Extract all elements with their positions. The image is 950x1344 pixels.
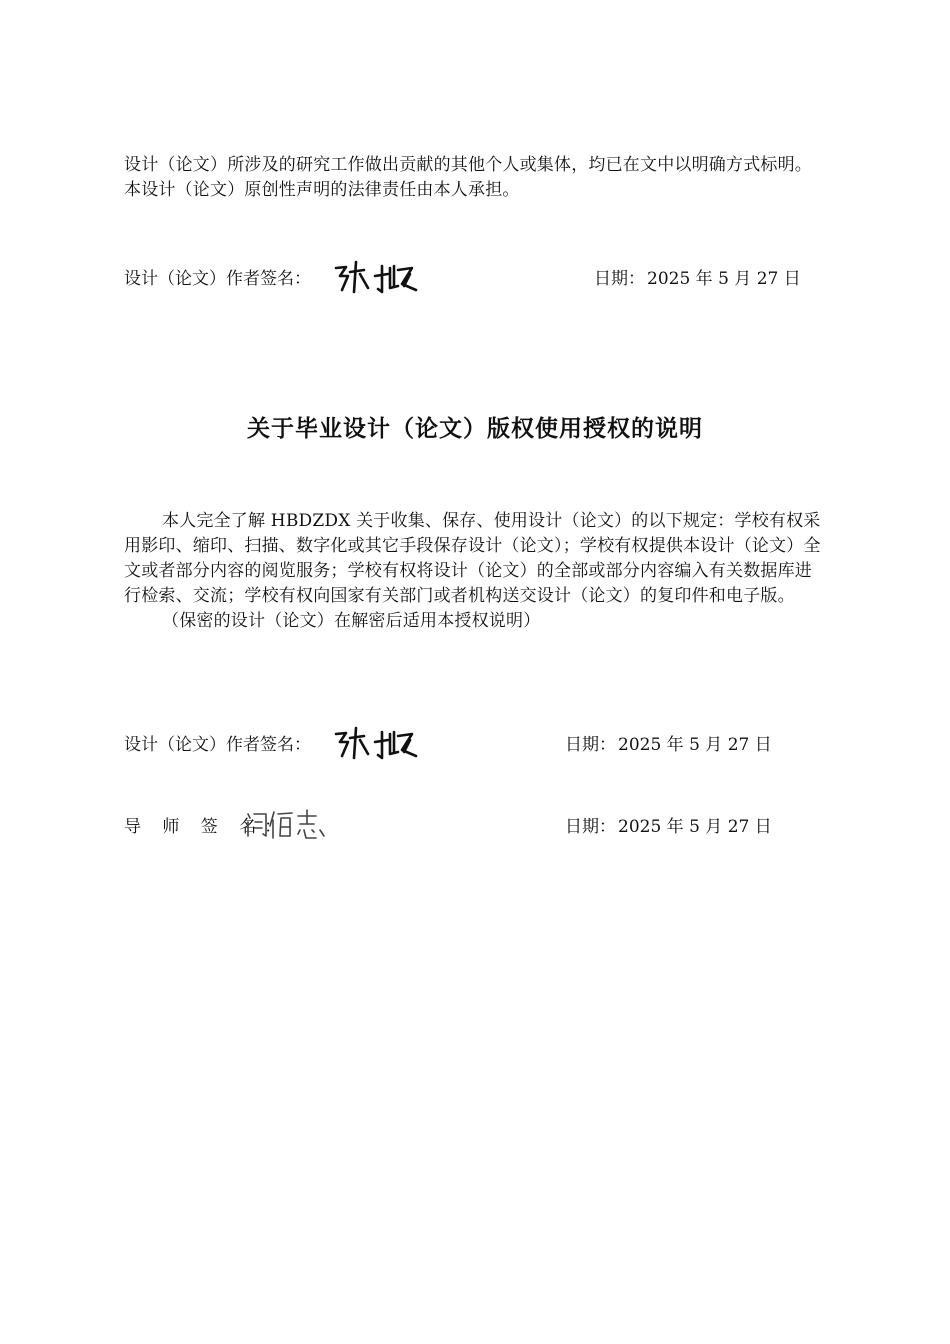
authorization-text: 本人完全了解 HBDZDX 关于收集、保存、使用设计（论文）的以下规定：学校有权采用影印、缩印、扫描、数字化或其它手段保存设计（论文）；学校有权提供本设计（论文）全文或者部分内容的阅览服务；学校有权将设计（论文）的全部或部分内容编入有关数据库进行检索、交流；学校有权向国家有关部门或者机构送交设计（论文）的复印件和电子版。 — [124, 511, 821, 606]
date-value-row-3: 2025 年 5 月 27 日 — [618, 817, 772, 837]
advisor-signature-row — [124, 804, 844, 844]
authorization-title: 关于毕业设计（论文）版权使用授权的说明 — [247, 416, 703, 442]
author-signature-label: 设计（论文）作者签名： — [124, 269, 311, 289]
date-value-row-2: 2025 年 5 月 27 日 — [618, 735, 772, 755]
originality-text: 设计（论文）所涉及的研究工作做出贡献的其他个人或集体，均已在文中以明确方式标明。本设计（论文）原创性声明的法律责任由本人承担。 — [124, 155, 812, 200]
advisor-signature-label: 导 师 签 名： — [124, 817, 290, 837]
authorization-paragraph — [124, 509, 824, 634]
author-signature-label-2: 设计（论文）作者签名： — [124, 735, 311, 755]
date-label-row-2: 日期： 2025 年 5 月 27 日 — [565, 735, 772, 755]
author-signature-row-2 — [124, 722, 844, 762]
date-value-row-1: 2025 年 5 月 27 日 — [647, 269, 801, 289]
date-label-row-3: 日期： 2025 年 5 月 27 日 — [565, 817, 772, 837]
advisor-signature-image — [244, 804, 336, 844]
originality-paragraph — [124, 153, 824, 203]
confidential-note: （保密的设计（论文）在解密后适用本授权说明） — [162, 611, 541, 631]
author-signature-image-2 — [330, 722, 430, 762]
author-signature-image — [330, 256, 430, 296]
date-label-row-1: 日期： 2025 年 5 月 27 日 — [594, 269, 801, 289]
author-signature-row-1 — [124, 256, 844, 296]
